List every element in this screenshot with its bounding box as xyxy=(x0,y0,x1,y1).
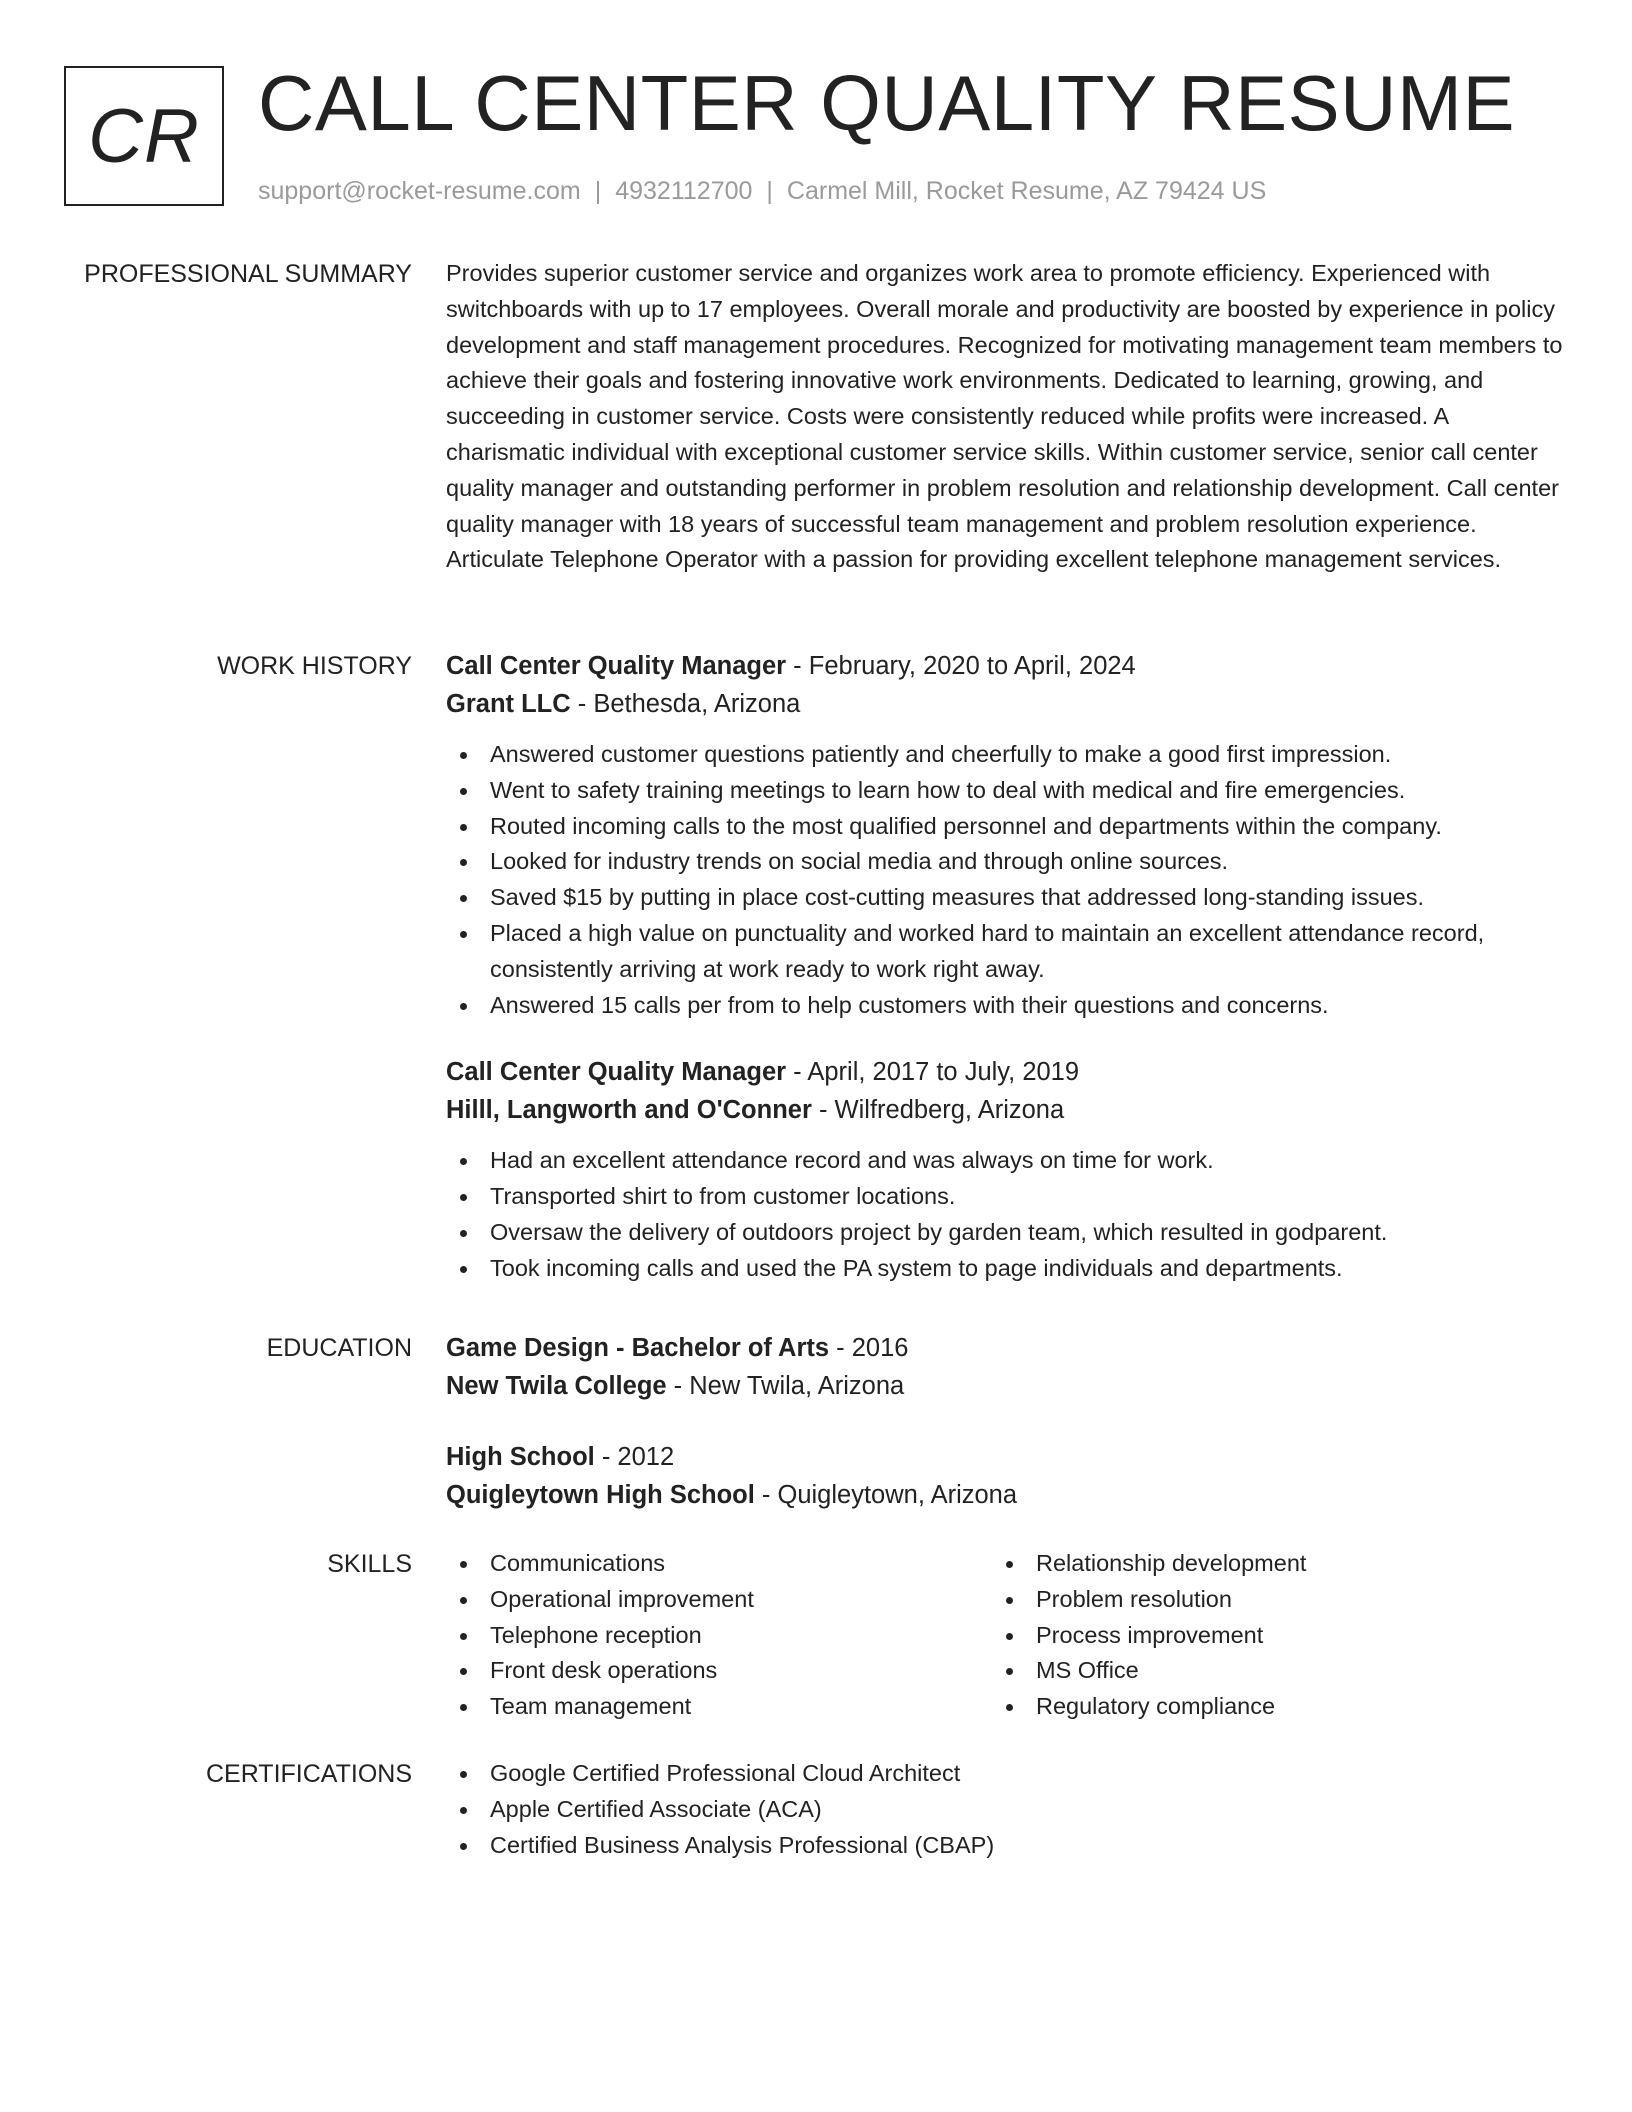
skills-column-right xyxy=(992,1546,1538,1725)
work-history-heading: WORK HISTORY xyxy=(217,652,412,680)
education-location: - New Twila, Arizona xyxy=(666,1372,905,1400)
education-school-line xyxy=(446,1367,1566,1405)
job-title-line xyxy=(446,647,1566,685)
certification-item: Apple Certified Associate (ACA) xyxy=(446,1792,1566,1828)
skills-column-left xyxy=(446,1546,992,1725)
education-school: New Twila College xyxy=(446,1372,667,1400)
job-entry xyxy=(446,1053,1566,1286)
education-location: - Quigleytown, Arizona xyxy=(754,1481,1018,1509)
skills-heading: SKILLS xyxy=(327,1550,412,1578)
certifications-heading: CERTIFICATIONS xyxy=(205,1760,412,1788)
summary-heading: PROFESSIONAL SUMMARY xyxy=(84,260,412,288)
job-bullet: Saved $15 by putting in place cost-cutting measures that addressed long-standing issues. xyxy=(446,880,1566,916)
education-school-line xyxy=(446,1476,1566,1514)
job-location: - Wilfredberg, Arizona xyxy=(811,1096,1065,1125)
job-entry xyxy=(446,647,1566,1023)
job-bullets xyxy=(446,1143,1566,1286)
job-bullet: Looked for industry trends on social media and through online sources. xyxy=(446,844,1566,880)
job-title: Call Center Quality Manager xyxy=(446,1058,787,1087)
education-degree-line xyxy=(446,1329,1566,1367)
job-bullet: Had an excellent attendance record and was always on time for work. xyxy=(446,1143,1566,1179)
job-bullet: Routed incoming calls to the most qualified personnel and departments within the company. xyxy=(446,809,1566,845)
contact-address: Carmel Mill, Rocket Resume, AZ 79424 US xyxy=(786,177,1267,205)
skills-body xyxy=(446,1546,1566,1725)
certifications-list xyxy=(446,1756,1566,1863)
summary-body xyxy=(446,256,1566,578)
job-bullets xyxy=(446,737,1566,1023)
monogram-logo: CR xyxy=(64,66,224,206)
skill-item: Communications xyxy=(446,1546,992,1582)
summary-text: Provides superior customer service and organizes work area to promote efficiency. Experienced with switchboards with up to 17 employees. Overall morale and productivity are boosted by experience in policy development and staff management procedures. Recognized for motivating management team members to achieve their goals and fostering innovative work environments. Dedicated to learning, growing, and succeeding in customer service. Costs were consistently reduced while profits were increased. A charismatic individual with exceptional customer service skills. Within customer service, senior call center quality manager and outstanding performer in problem resolution and relationship development. Call center quality manager with 18 years of successful team management and problem resolution experience. Articulate Telephone Operator with a passion for providing excellent telephone management services. xyxy=(446,260,1563,573)
contact-email: support@rocket-resume.com xyxy=(258,177,581,205)
job-company: Hilll, Langworth and O'Conner xyxy=(446,1096,812,1125)
contact-line xyxy=(258,174,1266,208)
education-degree-line xyxy=(446,1438,1566,1476)
education-school: Quigleytown High School xyxy=(446,1481,755,1509)
certification-item: Certified Business Analysis Professional (CBAP) xyxy=(446,1828,1566,1864)
job-dates: - April, 2017 to July, 2019 xyxy=(786,1058,1080,1087)
education-degree: Game Design - Bachelor of Arts xyxy=(446,1334,830,1362)
skill-item: Front desk operations xyxy=(446,1653,992,1689)
job-title: Call Center Quality Manager xyxy=(446,652,787,680)
job-bullet: Took incoming calls and used the PA system to page individuals and departments. xyxy=(446,1251,1566,1287)
education-entry xyxy=(446,1329,1566,1405)
skill-item: Team management xyxy=(446,1689,992,1725)
education-year: - 2012 xyxy=(594,1443,675,1471)
skill-item: Problem resolution xyxy=(992,1582,1538,1618)
skill-item: MS Office xyxy=(992,1653,1538,1689)
contact-separator: | xyxy=(594,177,602,205)
skill-item: Regulatory compliance xyxy=(992,1689,1538,1725)
education-degree: High School xyxy=(446,1443,595,1471)
job-company: Grant LLC xyxy=(446,690,571,718)
job-company-line xyxy=(446,1091,1566,1129)
job-bullet: Went to safety training meetings to learn how to deal with medical and fire emergencies. xyxy=(446,773,1566,809)
job-bullet: Answered customer questions patiently and cheerfully to make a good first impression. xyxy=(446,737,1566,773)
work-history-body xyxy=(446,647,1566,1287)
job-bullet: Transported shirt to from customer locations. xyxy=(446,1179,1566,1215)
job-dates: - February, 2020 to April, 2024 xyxy=(786,652,1136,680)
skill-item: Relationship development xyxy=(992,1546,1538,1582)
skill-item: Telephone reception xyxy=(446,1618,992,1654)
job-bullet: Placed a high value on punctuality and worked hard to maintain an excellent attendance record, consistently arriving at work ready to work right away. xyxy=(446,916,1566,988)
job-title-line xyxy=(446,1053,1566,1091)
job-location: - Bethesda, Arizona xyxy=(570,690,801,718)
skills-grid xyxy=(446,1546,1566,1725)
job-company-line xyxy=(446,685,1566,723)
education-body xyxy=(446,1329,1566,1514)
certification-item: Google Certified Professional Cloud Architect xyxy=(446,1756,1566,1792)
resume-title: CALL CENTER QUALITY RESUME xyxy=(258,59,1515,147)
job-bullet: Answered 15 calls per from to help customers with their questions and concerns. xyxy=(446,988,1566,1024)
contact-phone: 4932112700 xyxy=(615,177,753,205)
skill-item: Process improvement xyxy=(992,1618,1538,1654)
education-year: - 2016 xyxy=(829,1334,909,1362)
job-bullet: Oversaw the delivery of outdoors project by garden team, which resulted in godparent. xyxy=(446,1215,1566,1251)
skill-item: Operational improvement xyxy=(446,1582,992,1618)
education-heading: EDUCATION xyxy=(266,1334,412,1362)
certifications-body xyxy=(446,1756,1566,1863)
education-entry xyxy=(446,1438,1566,1514)
contact-separator: | xyxy=(766,177,773,205)
